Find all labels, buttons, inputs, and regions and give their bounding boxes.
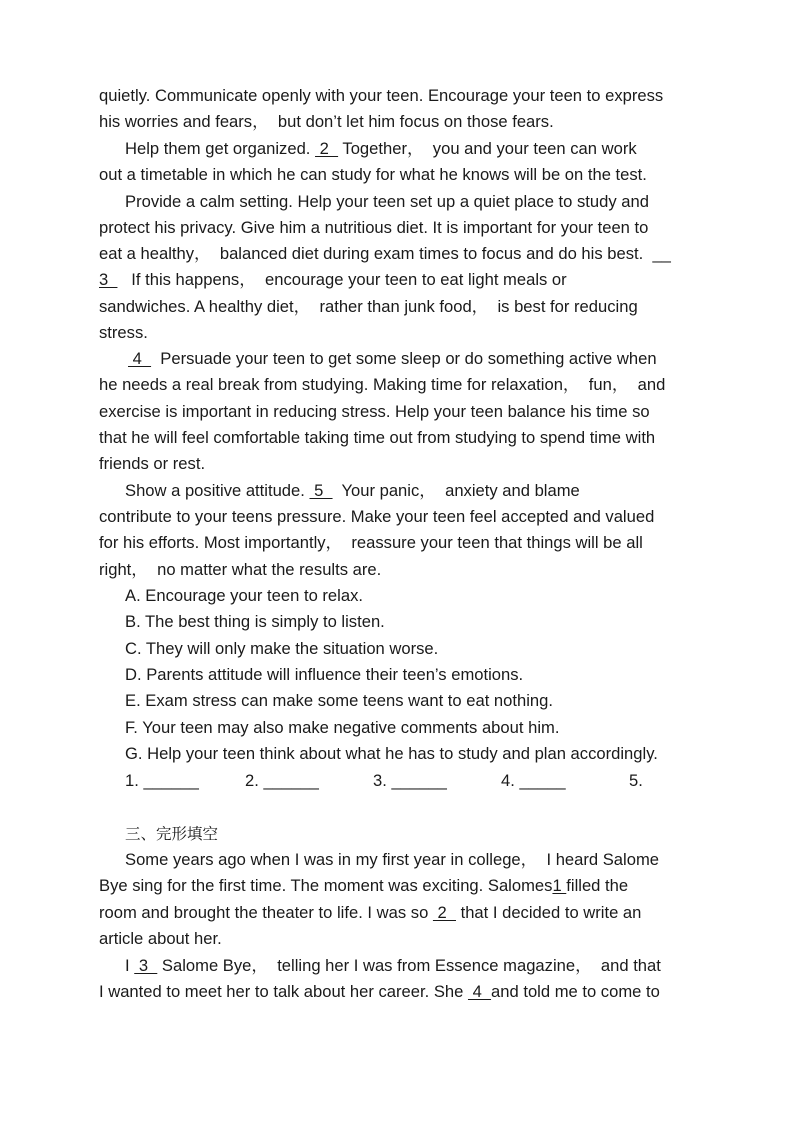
answer-line: ______	[143, 771, 199, 790]
text: exercise is important in reducing stress. Help your teen balance his time so	[99, 402, 650, 421]
answer-4	[501, 771, 566, 791]
text-line	[99, 454, 205, 474]
text: that he will feel comfortable taking time out from studying to spend time with	[99, 428, 656, 447]
text-line	[99, 86, 663, 106]
text-line	[99, 903, 641, 923]
text: Help them get organized.	[125, 139, 316, 158]
text-line	[99, 929, 222, 949]
text: Salome Bye， telling her I was from Essence magazine， and that	[157, 956, 661, 975]
answer-label: 3.	[373, 771, 392, 790]
answer-label: 2.	[245, 771, 264, 790]
section-heading: 三、完形填空	[125, 825, 219, 843]
answer-2	[245, 771, 319, 791]
text-line	[99, 218, 648, 238]
text: If this happens， encourage your teen to eat light meals or	[117, 270, 567, 289]
text-line	[99, 402, 650, 422]
text-line	[99, 375, 665, 395]
text: his worries and fears， but don’t let him focus on those fears.	[99, 112, 554, 131]
text-line	[99, 507, 654, 527]
option-item: F. Your teen may also make negative comments about him.	[125, 718, 560, 737]
text-line	[125, 850, 659, 870]
option-item: A. Encourage your teen to relax.	[125, 586, 363, 605]
text: friends or rest.	[99, 454, 206, 473]
text: article about her.	[99, 929, 222, 948]
text-line	[99, 297, 638, 317]
text: protect his privacy. Give him a nutritious diet. It is important for your teen to	[99, 218, 649, 237]
text: sandwiches. A healthy diet， rather than junk food， is best for reducing	[99, 297, 638, 316]
answer-blank-2: 2	[315, 139, 339, 158]
text-line	[99, 982, 660, 1002]
text-line	[99, 165, 647, 185]
text: for his efforts. Most importantly， reassure your teen that things will be all	[99, 533, 643, 552]
text: Some years ago when I was in my first year in college， I heard Salome	[125, 850, 660, 869]
text-line	[99, 876, 628, 896]
text: filled the	[566, 876, 629, 895]
answer-blank-3: 3	[99, 270, 118, 289]
answer-3	[373, 771, 447, 791]
option-item: G. Help your teen think about what he has to study and plan accordingly.	[125, 744, 658, 763]
option-item: D. Parents attitude will influence their teen’s emotions.	[125, 665, 524, 684]
text: Together， you and your teen can work	[338, 139, 637, 158]
text-line	[125, 481, 580, 501]
text: Your panic， anxiety and blame	[332, 481, 580, 500]
text-line	[125, 192, 649, 212]
answer-label: 1.	[125, 771, 144, 790]
answer-blank-3-start: __	[647, 244, 671, 263]
text: out a timetable in which he can study for what he knows will be on the test.	[99, 165, 647, 184]
text-line	[125, 139, 637, 159]
text: Persuade your teen to get some sleep or do something active when	[151, 349, 657, 368]
answer-line: ______	[391, 771, 447, 790]
text-line	[99, 323, 148, 343]
text: that I decided to write an	[455, 903, 642, 922]
cloze-blank-3: 3	[134, 956, 158, 975]
answer-blank-5: 5	[309, 481, 333, 500]
option-item: C. They will only make the situation worse.	[125, 639, 439, 658]
text: and told me to come to	[491, 982, 660, 1001]
text: he needs a real break from studying. Making time for relaxation， fun， and	[99, 375, 666, 394]
option-item: B. The best thing is simply to listen.	[125, 612, 385, 631]
text-line	[99, 428, 655, 448]
answer-blank-4: 4	[128, 349, 152, 368]
answer-label: 4.	[501, 771, 520, 790]
text: quietly. Communicate openly with your teen. Encourage your teen to express	[99, 86, 664, 105]
text: stress.	[99, 323, 148, 342]
answer-line: ______	[263, 771, 319, 790]
text: eat a healthy， balanced diet during exam times to focus and do his best.	[99, 244, 648, 263]
text: Show a positive attitude.	[125, 481, 310, 500]
text: Bye sing for the first time. The moment was exciting. Salomes	[99, 876, 553, 895]
text-line	[99, 533, 643, 553]
answer-5	[629, 771, 643, 791]
answer-1	[125, 771, 199, 791]
option-item: E. Exam stress can make some teens want to eat nothing.	[125, 691, 553, 710]
text: Provide a calm setting. Help your teen set up a quiet place to study and	[125, 192, 649, 211]
text: I wanted to meet her to talk about her career. She	[99, 982, 468, 1001]
cloze-blank-4: 4	[467, 982, 492, 1001]
text-line	[99, 270, 567, 290]
text: I	[125, 956, 135, 975]
text-line	[128, 349, 657, 369]
text-line	[125, 956, 661, 976]
text-line	[99, 112, 554, 132]
text: room and brought the theater to life. I was so	[99, 903, 433, 922]
text-line	[99, 244, 671, 264]
text: contribute to your teens pressure. Make your teen feel accepted and valued	[99, 507, 655, 526]
text-line	[99, 560, 381, 580]
answer-line: _____	[519, 771, 566, 790]
cloze-blank-1: 1	[552, 876, 567, 895]
text: right， no matter what the results are.	[99, 560, 382, 579]
cloze-blank-2: 2	[432, 903, 456, 922]
answer-label: 5.	[629, 771, 643, 790]
